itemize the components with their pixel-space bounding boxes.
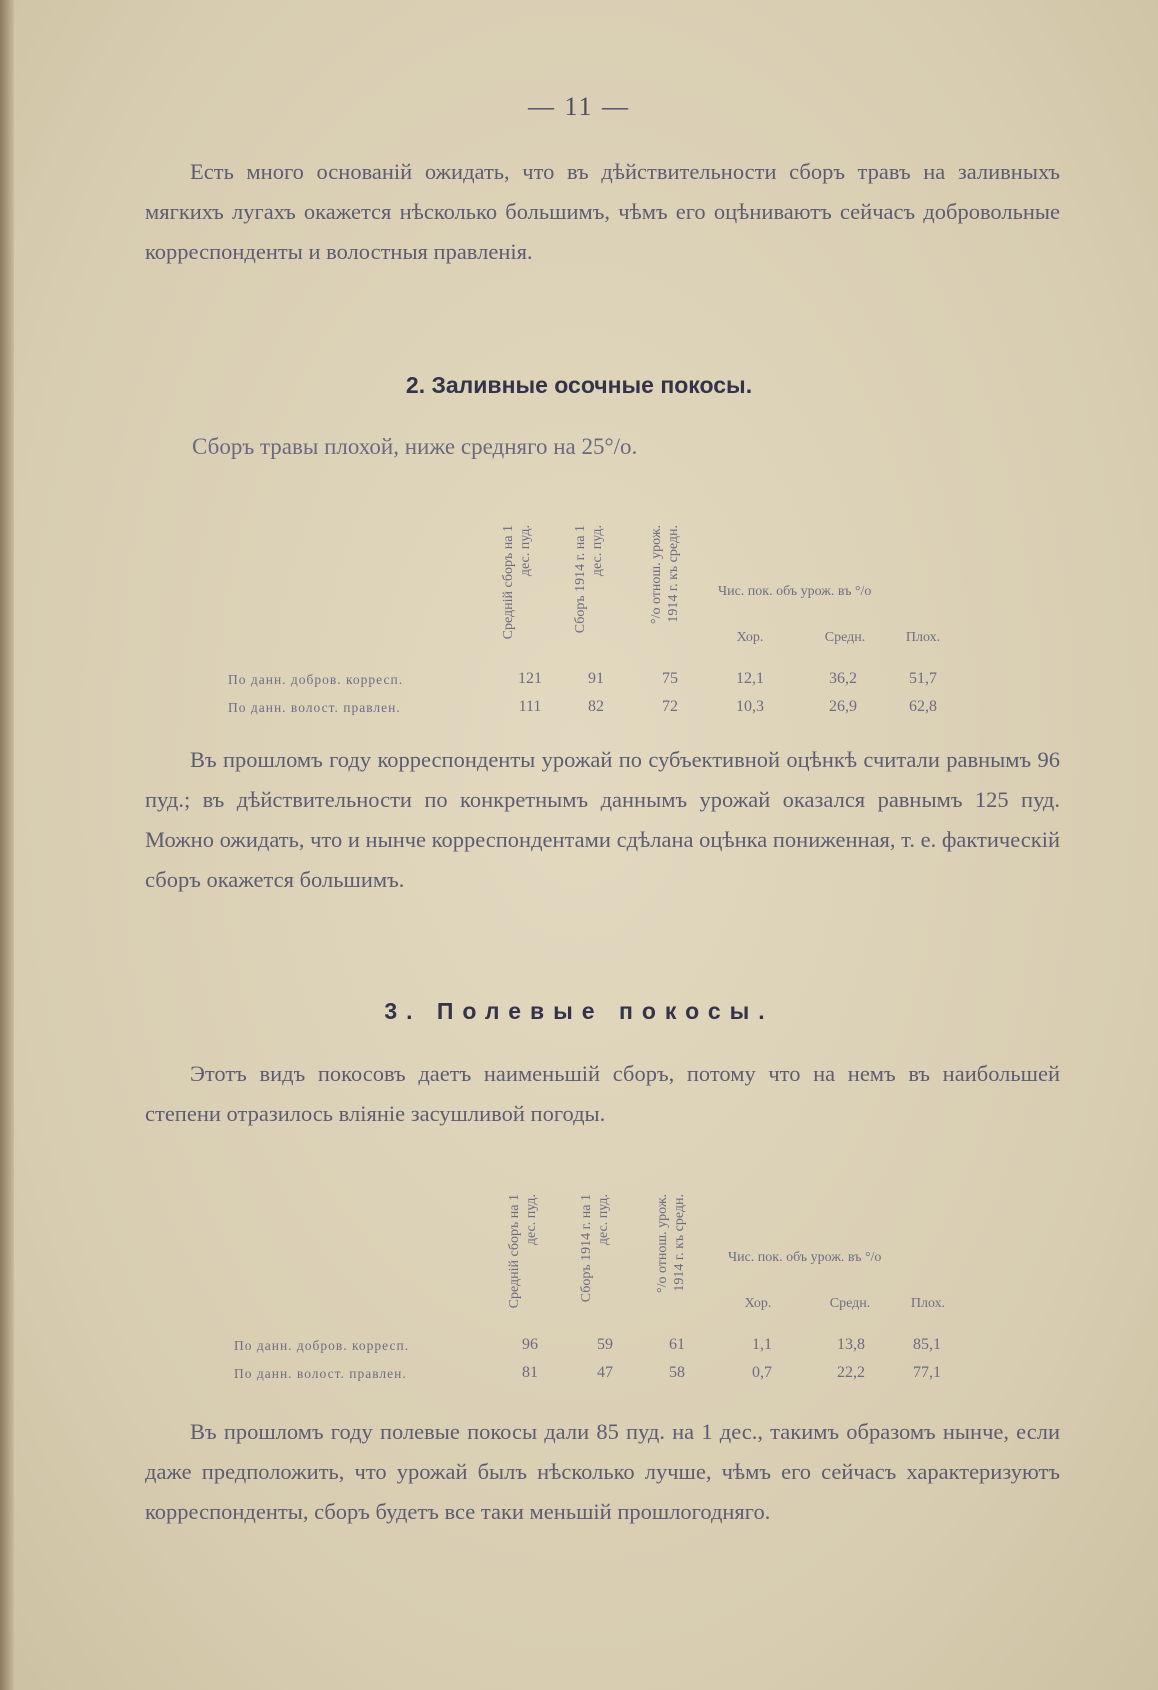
page-binding bbox=[0, 0, 14, 1690]
table-cell: 12,1 bbox=[736, 670, 764, 687]
table1-group-header: Чис. пок. объ урож. въ °/о bbox=[718, 584, 872, 599]
table2-subheader-bad: Плох. bbox=[910, 1296, 946, 1311]
table1-subheader-bad: Плох. bbox=[905, 630, 941, 645]
table-cell: 1,1 bbox=[752, 1336, 772, 1353]
table-cell: 58 bbox=[669, 1364, 685, 1381]
table2-col-header-3: °/о отнош. урож. 1914 г. къ средн. bbox=[655, 1194, 687, 1294]
table-cell: 75 bbox=[662, 670, 678, 687]
table1-row2-label: По данн. волост. правлен. bbox=[228, 700, 401, 715]
section-heading-2: 2. Заливные осочные покосы. bbox=[405, 372, 753, 398]
table-cell: 0,7 bbox=[752, 1364, 772, 1381]
table-cell: 47 bbox=[597, 1364, 613, 1381]
table-cell: 61 bbox=[669, 1336, 685, 1353]
table-cell: 22,2 bbox=[837, 1364, 865, 1381]
table1-subheader-good: Хор. bbox=[736, 630, 764, 645]
table-cell: 26,9 bbox=[829, 698, 857, 715]
table1-col-header-1: Средній сборъ на 1 дес. пуд. bbox=[501, 525, 533, 640]
table1-col-header-2: Сборъ 1914 г. на 1 дес. пуд. bbox=[573, 525, 605, 634]
page-number: — 11 — bbox=[527, 92, 631, 121]
paragraph-4: Этотъ видъ покосовъ даетъ наименьшій сборъ, потому что на немъ въ наибольшей степени отразилось вліяніе засушливой погоды. bbox=[145, 1061, 1060, 1126]
table2-subheader-good: Хор. bbox=[744, 1296, 772, 1311]
table2-col-header-2: Сборъ 1914 г. на 1 дес. пуд. bbox=[579, 1194, 611, 1303]
table2-group-header: Чис. пок. объ урож. въ °/о bbox=[728, 1250, 882, 1265]
paragraph-2: Сборъ травы плохой, ниже средняго на 25°/о. bbox=[192, 434, 638, 459]
table1-row1-label: По данн. добров. корресп. bbox=[228, 672, 404, 687]
table-cell: 96 bbox=[522, 1336, 538, 1353]
table-cell: 36,2 bbox=[829, 670, 857, 687]
paragraph-1: Есть много основаній ожидать, что въ дѣйствительности сборъ травъ на заливныхъ мягкихъ лугахъ окажется нѣсколько большимъ, чѣмъ его оцѣниваютъ сейчасъ добровольные корреспонденты и волостныя правленія. bbox=[145, 159, 1060, 264]
paragraph-5: Въ прошломъ году полевые покосы дали 85 пуд. на 1 дес., такимъ образомъ нынче, если даже предположить, что урожай былъ нѣсколько лучше, чѣмъ его сейчасъ характеризуютъ корреспонденты, сборъ будетъ все таки меньшій прошлогодняго. bbox=[145, 1419, 1060, 1524]
table-cell: 85,1 bbox=[913, 1336, 941, 1353]
table-cell: 10,3 bbox=[736, 698, 764, 715]
paragraph-3: Въ прошломъ году корреспонденты урожай по субъективной оцѣнкѣ считали равнымъ 96 пуд.; въ дѣйствительности по конкретнымъ даннымъ урожай оказался равнымъ 125 пуд. Можно ожидать, что и нынче корреспондентами сдѣлана оцѣнка пониженная, т. е. фактическій сборъ окажется большимъ. bbox=[145, 747, 1060, 892]
table2-row1-label: По данн. добров. корресп. bbox=[234, 1338, 410, 1353]
table-cell: 82 bbox=[588, 698, 604, 715]
table2-subheader-medium: Средн. bbox=[829, 1296, 871, 1311]
table-cell: 72 bbox=[662, 698, 678, 715]
table-cell: 77,1 bbox=[913, 1364, 941, 1381]
table2-col-header-1: Средній сборъ на 1 дес. пуд. bbox=[507, 1194, 539, 1309]
table-cell: 62,8 bbox=[909, 698, 937, 715]
table-cell: 91 bbox=[588, 670, 604, 687]
table-cell: 59 bbox=[597, 1336, 613, 1353]
table-cell: 111 bbox=[518, 698, 542, 715]
section-heading-3: 3. Полевые покосы. bbox=[384, 998, 774, 1024]
table2-row2-label: По данн. волост. правлен. bbox=[234, 1366, 407, 1381]
table1-subheader-medium: Средн. bbox=[824, 630, 866, 645]
table-cell: 13,8 bbox=[837, 1336, 865, 1353]
table-cell: 121 bbox=[518, 670, 542, 687]
table-cell: 51,7 bbox=[909, 670, 937, 687]
table1-col-header-3: °/о отнош. урож. 1914 г. къ средн. bbox=[649, 525, 681, 625]
table-cell: 81 bbox=[522, 1364, 538, 1381]
